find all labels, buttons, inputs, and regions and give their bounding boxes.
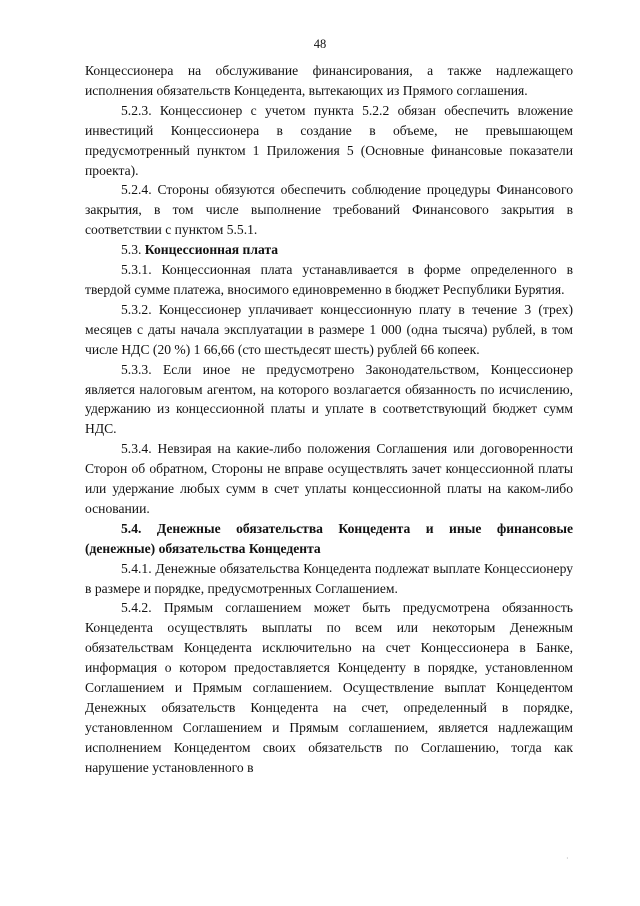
clause-number: 5.3.2. [121, 301, 152, 317]
paragraph-continuation [85, 61, 573, 101]
paragraph-5-3-4 [85, 439, 573, 519]
paragraph-5-4-2 [85, 598, 573, 777]
paragraph-5-2-4 [85, 180, 573, 240]
paragraph-text: Концессионера на обслуживание финансирования, а также надлежащего исполнения обязательств Концедента, вытекающих из Прямого соглашения. [85, 63, 573, 98]
clause-number: 5.2.4. [121, 182, 152, 198]
clause-number: 5.3.4. [121, 441, 152, 457]
section-heading-5-3 [85, 240, 573, 260]
paragraph-text: Невзирая на какие-либо положения Соглашения или договоренности Сторон об обратном, Стороны не вправе осуществлять зачет концессионной платы или удержание любых сумм в счет уплаты концессионной платы на каком-либо основании. [85, 441, 573, 516]
paragraph-text: Концессионная плата устанавливается в форме определенного в твердой сумме платежа, вносимого единовременно в бюджет Республики Бурятия. [85, 262, 573, 297]
clause-number: 5.4. [121, 520, 142, 536]
clause-number: 5.3.1. [121, 262, 152, 278]
clause-number: 5.3. [121, 242, 142, 258]
section-title: Концессионная плата [144, 242, 279, 258]
paragraph-5-3-3 [85, 360, 573, 440]
paragraph-5-2-3 [85, 101, 573, 181]
paragraph-5-3-1 [85, 260, 573, 300]
paragraph-text: Концессионер уплачивает концессионную плату в течение 3 (трех) месяцев с даты начала эксплуатации в размере 1 000 (одна тысяча) рублей, в том числе НДС (20 %) 1 66,66 (сто шестьдесят шесть) рублей 66 копеек. [85, 301, 573, 357]
clause-number: 5.2.3. [121, 102, 152, 118]
document-body [85, 61, 573, 778]
paragraph-5-3-2 [85, 300, 573, 360]
clause-number: 5.4.2. [121, 600, 152, 616]
section-title: Денежные обязательства Концедента и иные финансовые (денежные) обязательства Концедента [85, 520, 573, 556]
section-heading-5-4 [85, 519, 573, 559]
clause-number: 5.4.1. [121, 560, 152, 576]
paragraph-text: Концессионер с учетом пункта 5.2.2 обязан обеспечить вложение инвестиций Концессионера в создание в объеме, не превышающем предусмотренный пунктом 1 Приложения 5 (Основные финансовые показатели проекта). [85, 102, 573, 178]
paragraph-text: Стороны обязуются обеспечить соблюдение процедуры Финансового закрытия, в том числе выполнение требований Финансового закрытия в соответствии с пунктом 5.5.1. [85, 182, 573, 238]
paragraph-text: Денежные обязательства Концедента подлежат выплате Концессионеру в размере и порядке, предусмотренных Соглашением. [85, 560, 573, 596]
scan-speck: · [566, 854, 569, 863]
page-number: 48 [313, 37, 327, 51]
paragraph-5-4-1 [85, 559, 573, 599]
clause-number: 5.3.3. [121, 361, 152, 377]
paragraph-text: Прямым соглашением может быть предусмотрена обязанность Концедента осуществлять выплаты по всем или некоторым Денежным обязательствам Концедента исключительно на счет Концессионера в Банке, информация о котором предоставляется Концеденту в порядке, установленном Соглашением и Прямым соглашением. Осуществление выплат Концедентом Денежных обязательств Концедента на счет, определенный в порядке, установленном Соглашением и Прямым соглашением, является надлежащим исполнением Концедентом своих обязательств по Соглашению, тогда как нарушение установленного в [85, 600, 573, 775]
paragraph-text: Если иное не предусмотрено Законодательством, Концессионер является налоговым агентом, на которого возлагается обязанность по исчислению, удержанию из концессионной платы и уплате в соответствующий бюджет сумм НДС. [85, 361, 574, 437]
